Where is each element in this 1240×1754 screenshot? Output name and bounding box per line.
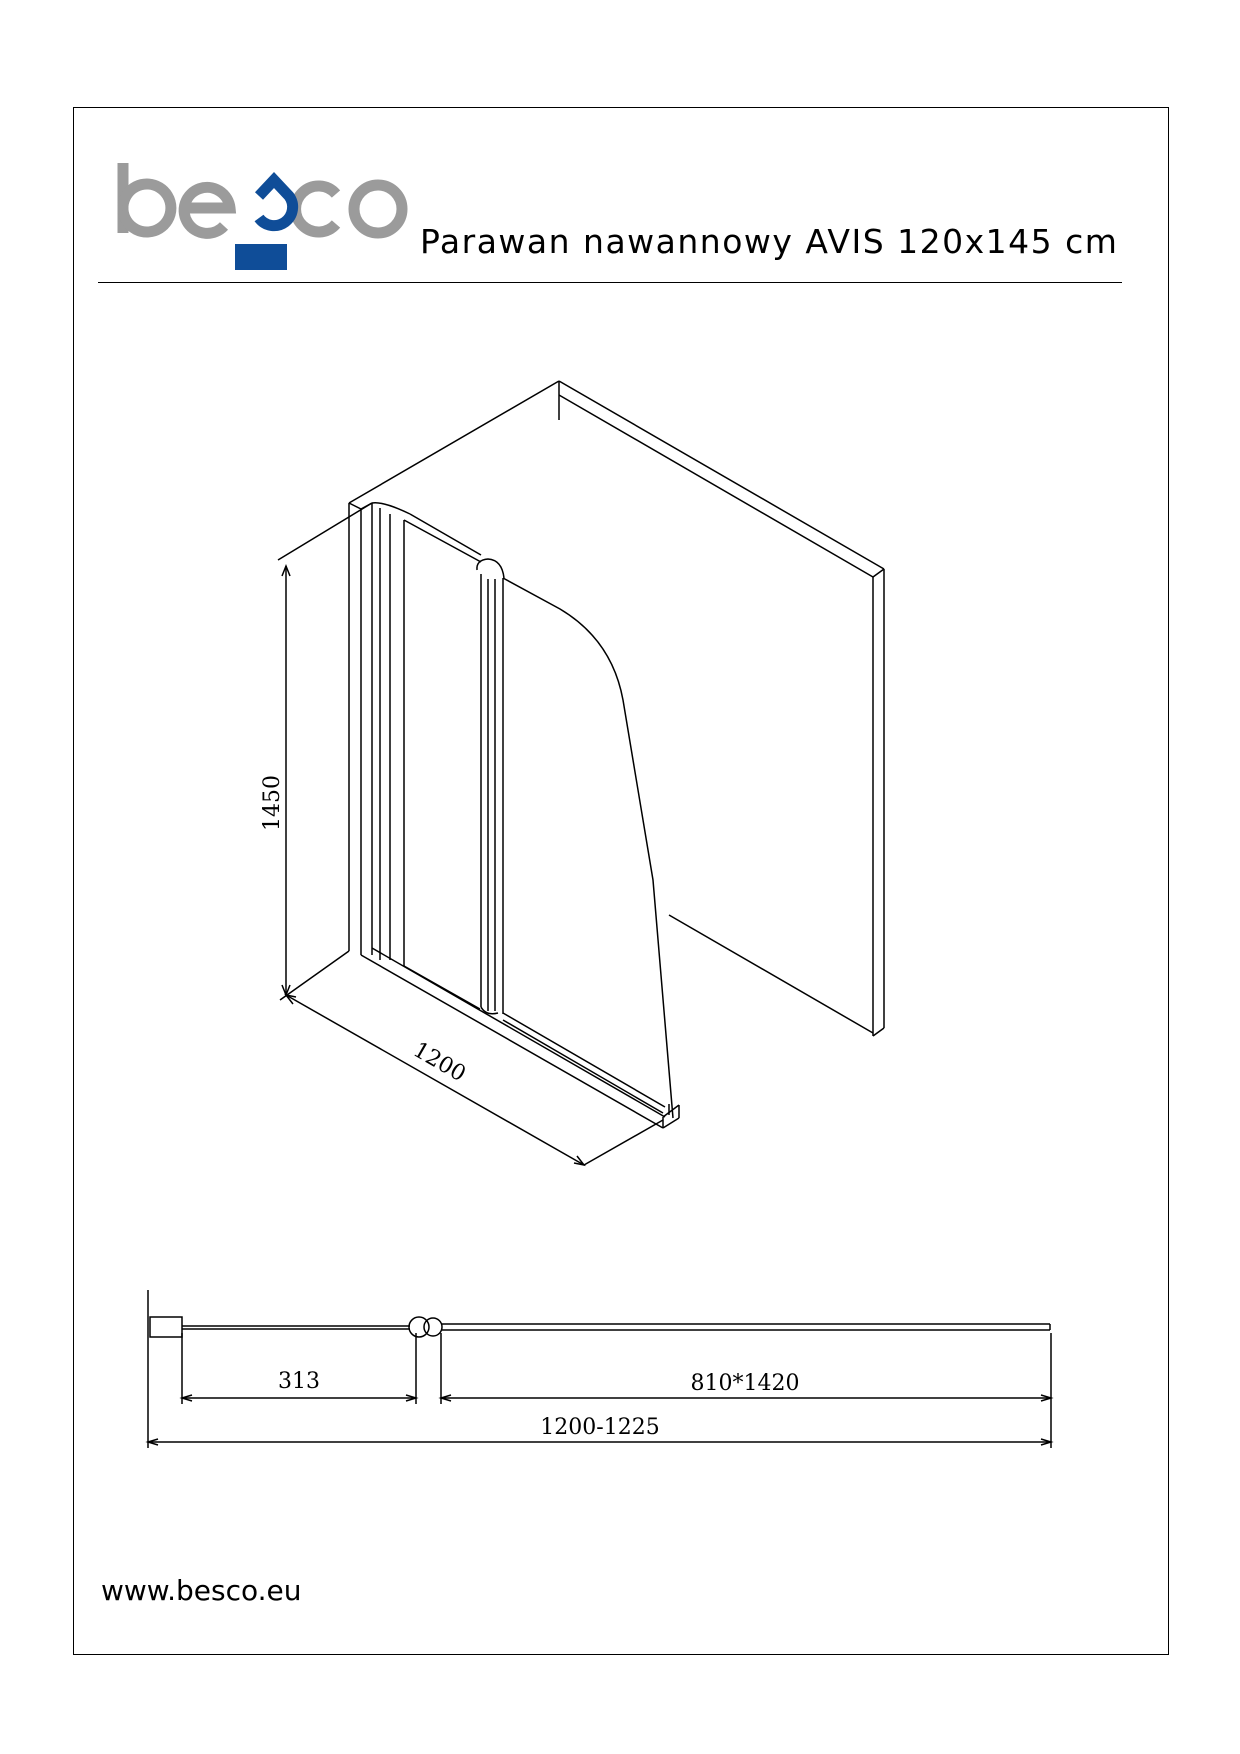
wall-profile — [372, 503, 481, 966]
curved-swing-panel — [503, 578, 673, 1118]
back-wall — [349, 381, 884, 1036]
hinge-post — [477, 559, 504, 1014]
height-dimension — [278, 503, 372, 1000]
width-dimension-label: 1200 — [408, 1037, 470, 1088]
drawing-title: Parawan nawannowy AVIS 120x145 cm — [420, 222, 1119, 261]
panel-size-label: 810*1420 — [690, 1371, 800, 1396]
height-dimension-label: 1450 — [260, 775, 285, 831]
website-link[interactable]: www.besco.eu — [101, 1574, 302, 1607]
total-width-label: 1200-1225 — [540, 1415, 660, 1440]
bottom-sill — [361, 948, 679, 1128]
fixed-glass-pane — [404, 520, 481, 1009]
fixed-width-label: 313 — [278, 1369, 320, 1394]
